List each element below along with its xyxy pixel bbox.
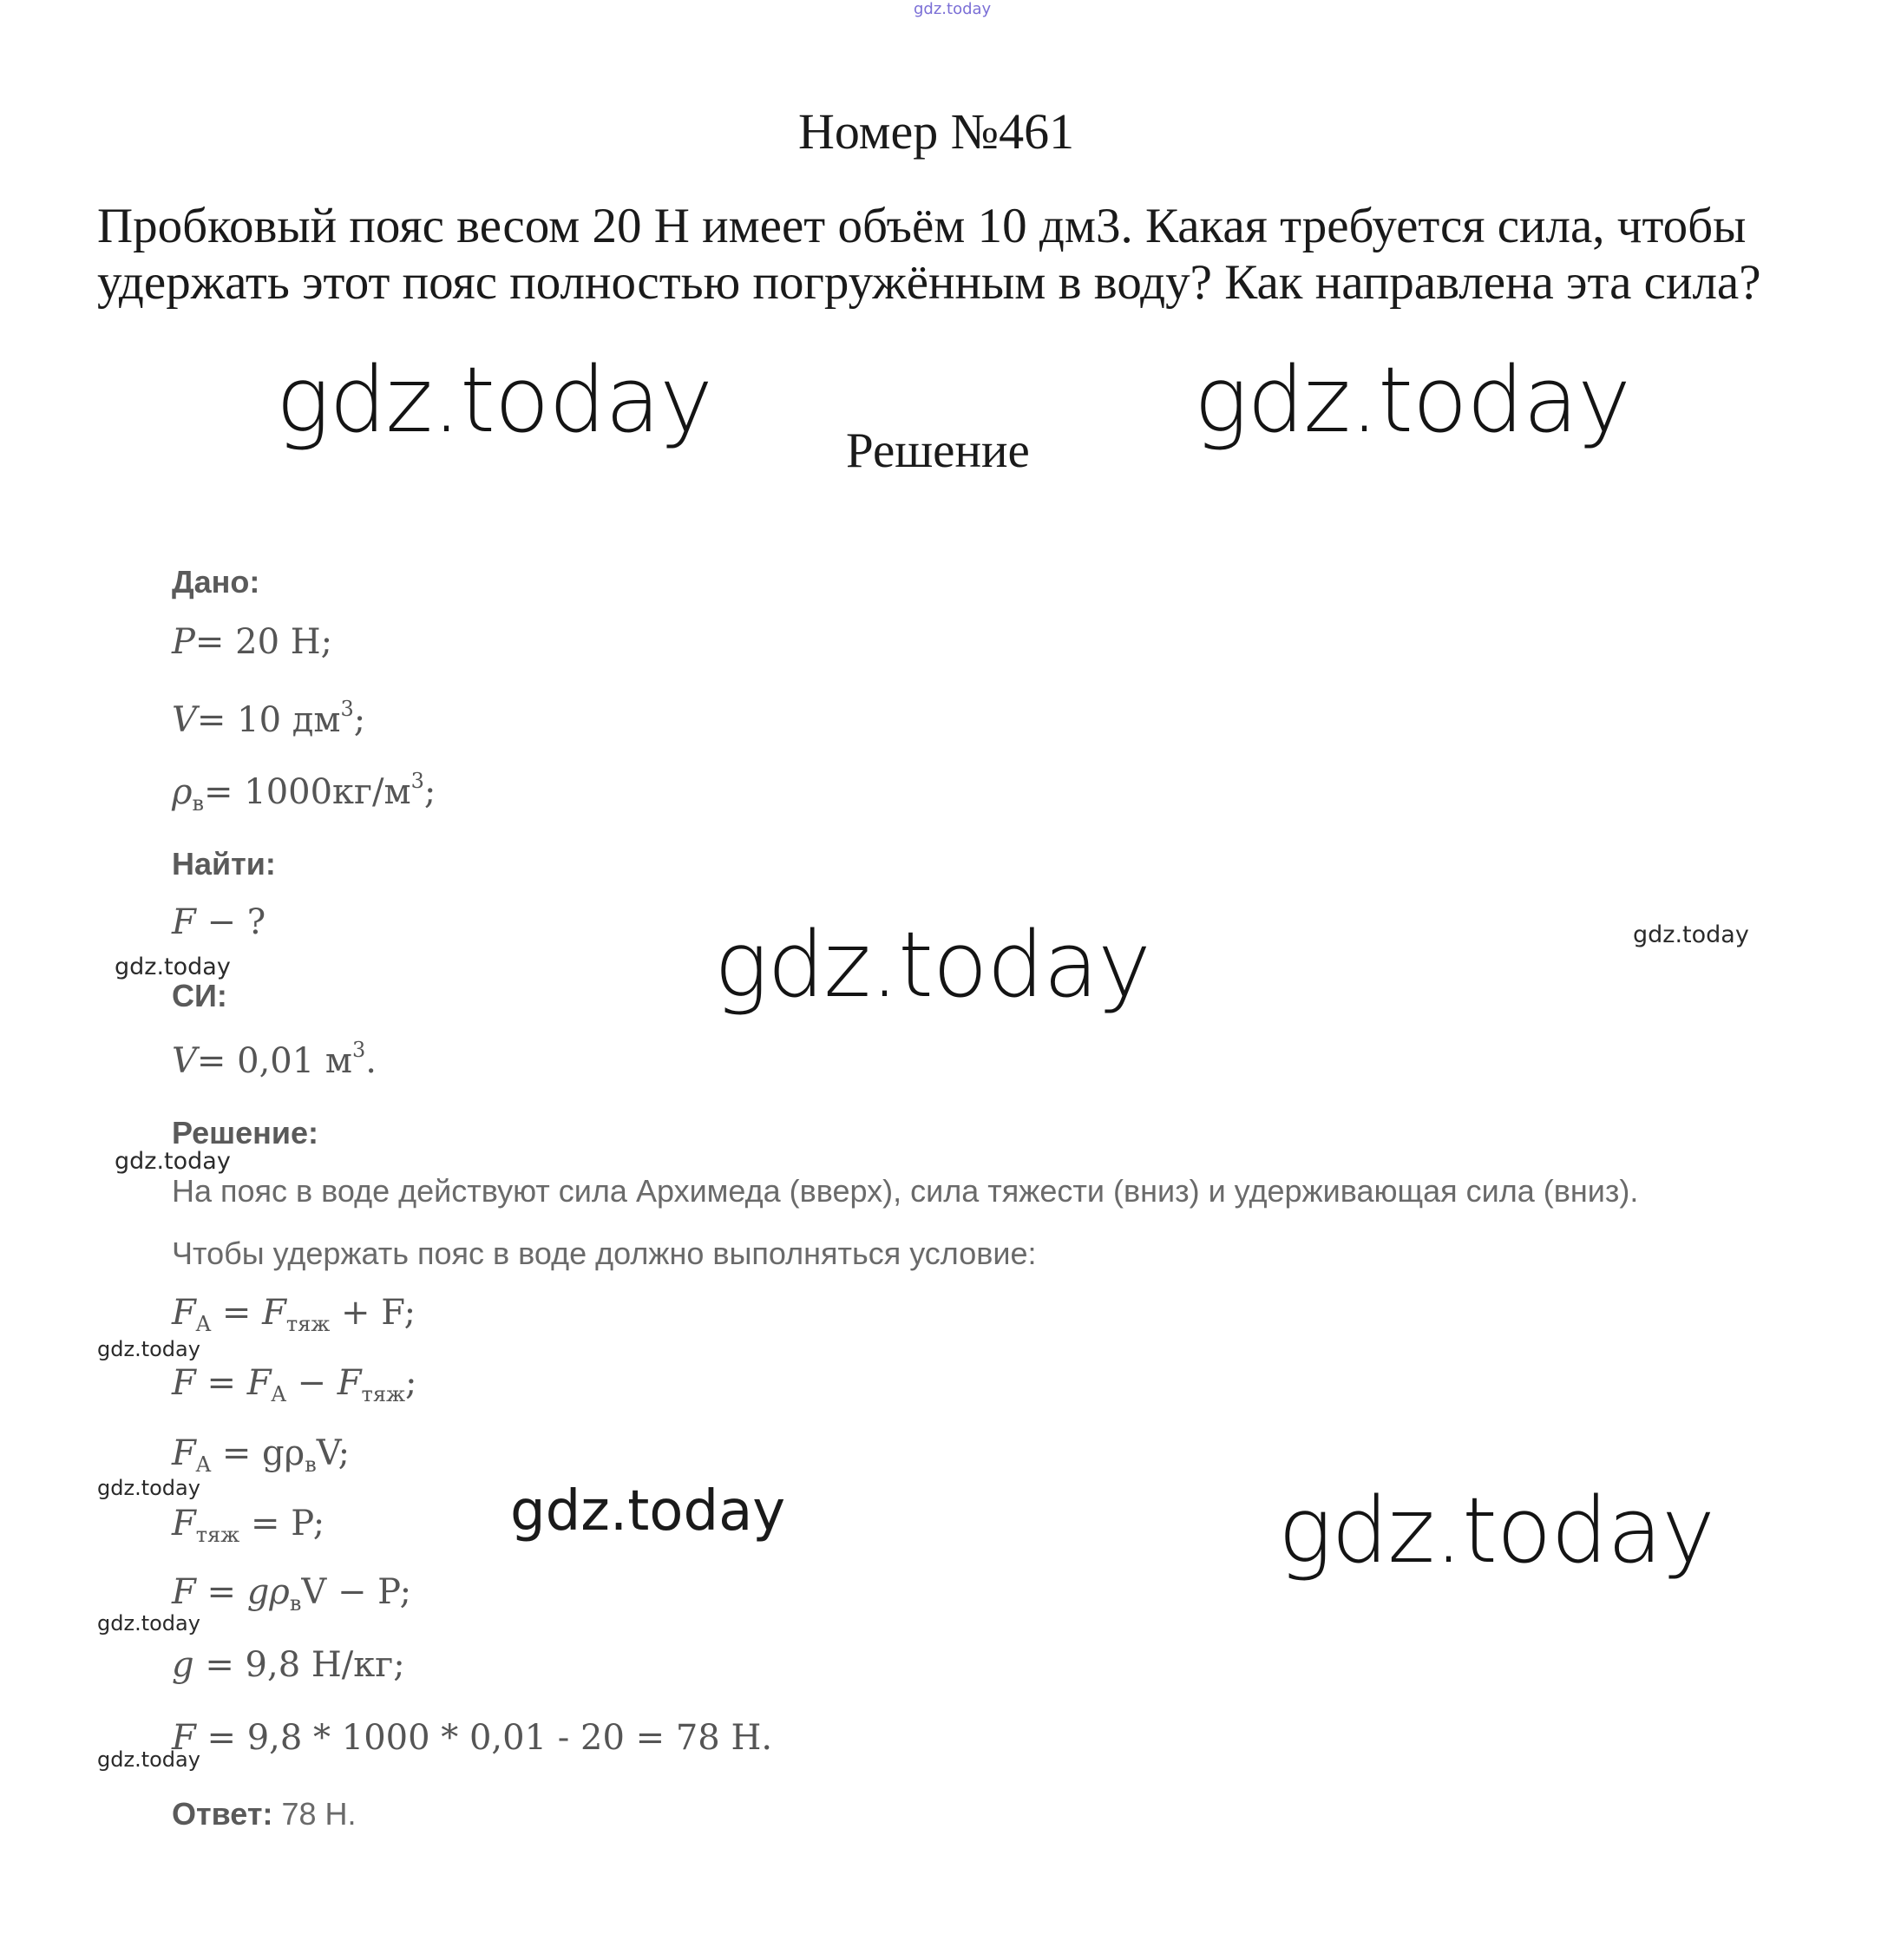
term: F [172, 1293, 196, 1333]
equation-6 [172, 1645, 405, 1685]
value: = 9,8 * 1000 * 0,01 - 20 = 78 Н. [195, 1718, 773, 1758]
symbol: V [172, 1041, 197, 1081]
equation-3 [172, 1433, 350, 1477]
equation-2 [172, 1363, 417, 1406]
end: = P; [239, 1504, 325, 1544]
watermark-small: gdz.today [115, 1148, 231, 1175]
watermark-small: gdz.today [97, 1476, 200, 1500]
watermark-large: gdz.today [714, 912, 1150, 1018]
subscript: A [271, 1382, 286, 1406]
operator: = [211, 1293, 263, 1333]
subscript: тяж [361, 1382, 406, 1406]
given-weight [172, 622, 332, 662]
end: ; [353, 700, 366, 740]
value: = 10 дм [196, 700, 341, 740]
watermark-medium: gdz.today [510, 1479, 786, 1544]
equation-5 [172, 1572, 411, 1616]
end: ; [405, 1363, 417, 1403]
term: F [337, 1363, 362, 1403]
value: = 1000кг/м [204, 772, 411, 812]
watermark-small: gdz.today [97, 1747, 200, 1772]
operator: = [195, 1363, 247, 1403]
term: F [172, 1363, 196, 1403]
page-title: Номер №461 [798, 103, 1075, 160]
solution-text-1: На пояс в воде действуют сила Архимеда (вверх), сила тяжести (вниз) и удерживающая сила (вниз). [172, 1173, 1639, 1209]
si-value [172, 1038, 377, 1081]
exponent: 3 [410, 769, 424, 793]
si-label: СИ: [172, 978, 227, 1013]
answer [172, 1796, 357, 1832]
watermark-large: gdz.today [1278, 1478, 1714, 1583]
value: − ? [206, 902, 266, 942]
end: V − P; [301, 1572, 412, 1612]
equation-4 [172, 1504, 324, 1547]
find-label: Найти: [172, 846, 276, 882]
symbol: F [172, 1718, 196, 1758]
watermark-small: gdz.today [1633, 921, 1749, 948]
term: F [262, 1293, 286, 1333]
symbol: g [172, 1645, 194, 1685]
operator: − [285, 1363, 338, 1403]
subscript: A [195, 1312, 212, 1336]
find-value [172, 902, 265, 942]
exponent: 3 [340, 697, 354, 721]
watermark-small: gdz.today [97, 1611, 200, 1636]
subscript: A [195, 1452, 212, 1477]
term: F [246, 1363, 272, 1403]
equation-1 [172, 1293, 416, 1336]
given-density [172, 769, 436, 816]
symbol: V [172, 700, 197, 740]
given-volume [172, 697, 365, 740]
top-watermark: gdz.today [914, 0, 992, 18]
given-label: Дано: [172, 564, 260, 600]
end: + F; [330, 1293, 416, 1333]
subscript: тяж [195, 1523, 240, 1547]
watermark-small: gdz.today [115, 954, 231, 980]
value: = 0,01 м [196, 1041, 353, 1081]
solution-text-2: Чтобы удержать пояс в воде должно выполняться условие: [172, 1236, 1037, 1271]
solution-label: Решение: [172, 1115, 319, 1150]
subscript: в [192, 791, 205, 816]
symbol: P [172, 622, 195, 662]
operator: = gρ [211, 1433, 305, 1473]
answer-label: Ответ: [172, 1796, 273, 1832]
value: = 9,8 Н/кг; [193, 1645, 405, 1685]
solution-heading: Решение [846, 423, 1030, 478]
end: ; [423, 772, 436, 812]
equation-7 [172, 1718, 772, 1758]
end: V; [316, 1433, 351, 1473]
watermark-large: gdz.today [1194, 347, 1630, 453]
end: . [365, 1041, 377, 1081]
symbol: ρ [172, 772, 193, 812]
subscript: в [289, 1591, 302, 1616]
subscript: в [305, 1452, 317, 1477]
term: F [172, 1433, 196, 1473]
subscript: тяж [285, 1312, 331, 1336]
answer-value: 78 Н. [272, 1796, 357, 1832]
exponent: 3 [352, 1038, 366, 1062]
value: = 20 Н; [194, 622, 333, 662]
term: F = gρ [172, 1572, 290, 1612]
problem-text: Пробковый пояс весом 20 Н имеет объём 10 дм3. Какая требуется сила, чтобы удержать этот пояс полностью погружённым в воду? Как направлена эта сила? [97, 199, 1761, 310]
watermark-large: gdz.today [276, 347, 712, 453]
symbol: F [172, 902, 196, 942]
watermark-small: gdz.today [97, 1337, 200, 1361]
term: F [172, 1504, 196, 1544]
